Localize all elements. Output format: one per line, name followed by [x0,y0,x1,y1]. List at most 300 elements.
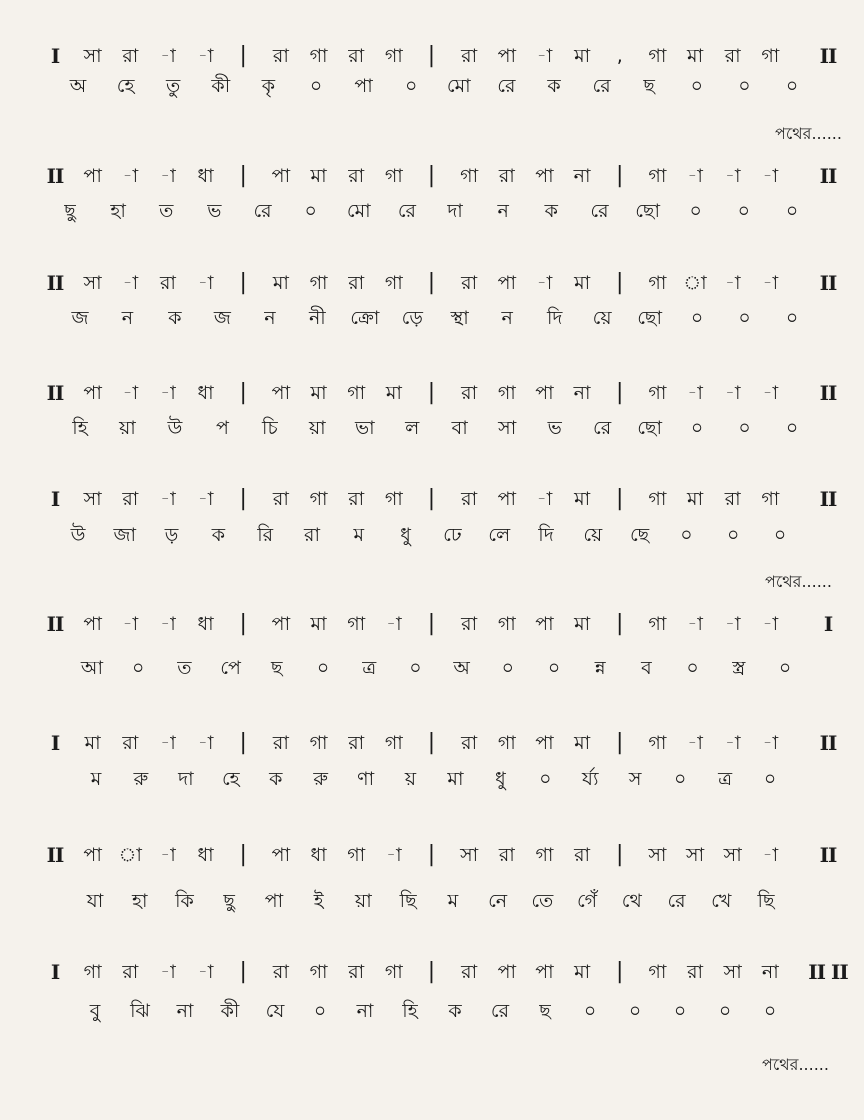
swara-note: -া [762,613,779,635]
swara-note: রা [687,961,704,983]
swara-note: পা [535,732,554,754]
bar-line: | [427,611,436,636]
swara-note: -া [536,272,553,294]
lyric-syllable: ০ [763,768,777,790]
lyric-syllable: ম [447,890,459,912]
lyric-syllable: কৃ [261,75,276,97]
swara-note: রা [348,961,365,983]
swara-note: -া [687,165,703,187]
lyric-line [0,71,864,101]
swara-note: মা [84,732,101,754]
swara-note: পা [83,382,102,404]
notation-line [0,161,864,191]
bar-line: | [239,43,247,68]
bar-line: | [239,611,247,636]
section-mark: II [46,271,64,295]
lyric-syllable: স্ত্র [732,657,746,679]
lyric-syllable: না [356,1000,374,1022]
swara-note: গা [83,961,102,983]
bar-line: | [616,380,624,405]
swara-note: পা [535,165,554,187]
swara-note: রা [348,165,365,187]
swara-note: -া [122,382,139,404]
swara-note: রা [272,45,289,67]
notation-line [0,728,864,758]
swara-note: -া [197,732,214,754]
bar-line: | [616,959,624,984]
lyric-syllable: ছু [223,890,235,912]
lyric-syllable: ০ [690,417,704,439]
lyric-syllable: ০ [738,75,751,97]
lyric-syllable: ত [177,657,192,679]
bar-line: | [239,270,247,295]
lyric-syllable: ০ [690,307,704,329]
swara-note: পা [535,961,554,983]
swara-note: পা [497,961,517,983]
swara-note: রা [724,45,741,67]
swara-note: গা [648,613,667,635]
swara-note: গা [384,961,403,983]
lyric-syllable: ভ [207,200,222,222]
lyric-syllable: ভ [547,417,562,439]
lyric-syllable: দা [178,768,194,790]
lyric-syllable: ০ [309,75,323,97]
notation-line [0,484,864,514]
swara-note: সা [648,844,667,866]
notation-line [0,268,864,298]
lyric-line [0,303,864,333]
swara-note: পা [271,613,291,635]
bar-line: | [427,959,436,984]
swara-note: গা [347,382,366,404]
swara-note: গা [497,613,516,635]
lyric-line [0,520,864,550]
bar-line: | [239,380,247,405]
notation-line [0,957,864,987]
swara-note: রা [159,272,176,294]
swara-note: না [573,382,591,404]
lyric-syllable: ম [353,524,365,546]
swara-note: রা [461,488,478,510]
lyric-syllable: রে [592,75,611,97]
swara-note: সা [83,272,102,294]
swara-note: মা [574,488,591,510]
lyric-syllable: ক [448,1000,462,1022]
swara-note: মা [574,45,591,67]
swara-note: গা [347,613,366,635]
lyric-syllable: তু [166,75,181,97]
swara-note: -া [160,732,176,754]
lyric-line [0,196,864,226]
swara-note: রা [272,488,289,510]
lyric-syllable: না [176,1000,194,1022]
swara-note: মা [574,272,591,294]
lyric-syllable: ০ [763,1000,777,1022]
swara-note: সা [723,844,742,866]
section-mark: II [819,44,837,68]
swara-note: গা [309,45,328,67]
swara-note: -া [536,45,553,67]
notation-line [0,41,864,71]
lyric-syllable: ০ [316,657,330,679]
swara-note: রা [122,45,139,67]
lyric-syllable: খে [711,890,732,912]
swara-note: গা [384,45,403,67]
lyric-syllable: হি [402,1000,418,1022]
lyric-syllable: আ [80,657,104,679]
lyric-syllable: জ [213,307,231,329]
swara-note: গা [648,488,667,510]
section-mark: II [46,381,64,405]
swara-note: মা [574,961,591,983]
lyric-syllable: ঢে [443,524,462,546]
lyric-syllable: রা [304,524,320,546]
lyric-syllable: ০ [737,200,751,222]
swara-note: না [573,165,591,187]
lyric-syllable: ন [497,200,509,222]
swara-note: -া [160,382,176,404]
lyric-syllable: গেঁ [576,890,598,912]
swara-note: -া [386,613,402,635]
lyric-syllable: দি [546,307,563,329]
lyric-line [0,653,864,683]
lyric-syllable: হা [131,890,148,912]
lyric-syllable: ০ [628,1000,642,1022]
swara-note: গা [384,732,403,754]
swara-note: মা [574,732,591,754]
lyric-syllable: লে [488,524,511,546]
swara-note: পা [535,613,554,635]
section-mark: I [823,612,833,636]
lyric-syllable: পা [354,75,373,97]
bar-line: | [427,163,436,188]
swara-note: গা [761,488,780,510]
lyric-syllable: ই [313,890,324,912]
lyric-syllable: রি [257,524,274,546]
swara-note: রা [272,961,289,983]
lyric-syllable: জ [71,307,89,329]
swara-note: মা [574,613,591,635]
section-mark: II [819,164,837,188]
refrain-cue: পথের...... [762,1055,829,1074]
swara-note: -া [724,165,741,187]
lyric-syllable: ছ [271,657,283,679]
bar-line: | [616,730,624,755]
swara-note: গা [648,382,667,404]
swara-note: রা [724,488,741,510]
lyric-syllable: য়া [355,890,372,912]
section-mark: I [50,731,60,755]
lyric-syllable: ছো [637,307,662,329]
swara-note: গা [347,844,366,866]
lyric-syllable: য়ে [592,307,612,329]
lyric-syllable: রু [133,768,149,790]
lyric-syllable: মো [446,75,471,97]
swara-note: পা [83,844,102,866]
swara-note: মা [272,272,289,294]
lyric-syllable: দা [447,200,463,222]
lyric-syllable: রে [497,75,516,97]
lyric-syllable: উ [70,524,86,546]
swara-note: -া [122,272,139,294]
swara-note: পা [535,382,554,404]
lyric-syllable: ০ [313,1000,327,1022]
lyric-syllable: ০ [738,307,751,329]
swara-note: পা [497,272,517,294]
swara-note: মা [310,382,327,404]
bar-line: | [427,730,436,755]
lyric-syllable: ক [269,768,283,790]
swara-note: -া [160,844,176,866]
swara-note: -া [197,961,214,983]
lyric-syllable: ০ [539,768,552,790]
swara-note: মা [310,165,327,187]
swara-note: -া [724,272,741,294]
swara-note: -া [160,488,176,510]
lyric-syllable: মো [346,200,371,222]
lyric-syllable: রে [397,200,417,222]
swara-note: গা [535,844,554,866]
swara-note: পা [497,488,517,510]
swara-note: গা [648,45,667,67]
swara-note: গা [648,165,667,187]
section-mark: II [819,381,837,405]
swara-note: -া [762,382,779,404]
bar-line: | [427,270,436,295]
lyric-syllable: ড়ে [401,307,423,329]
lyric-syllable: ০ [785,307,799,329]
lyric-syllable: ০ [785,200,799,222]
swara-note: -া [724,732,741,754]
lyric-syllable: ০ [718,1000,732,1022]
lyric-syllable: হে [221,768,240,790]
section-mark: II [819,487,837,511]
lyric-syllable: ছি [399,890,417,912]
lyric-syllable: ত্র [718,768,733,790]
swara-note: পা [271,382,291,404]
notation-line [0,840,864,870]
swara-note: গা [309,488,328,510]
swara-note: রা [498,165,515,187]
bar-line: | [616,270,624,295]
lyric-syllable: ০ [690,75,703,97]
bar-line: | [427,486,436,511]
lyric-syllable: পা [264,890,284,912]
swara-note: -া [197,488,214,510]
bar-line: | [239,163,247,188]
swara-note: -া [160,961,176,983]
swara-note: -া [762,844,779,866]
lyric-syllable: ০ [132,657,145,679]
lyric-syllable: ০ [583,1000,597,1022]
swara-note: -া [687,732,703,754]
swara-note: -া [762,272,779,294]
swara-note: -া [687,382,703,404]
lyric-syllable: ন [121,307,134,329]
swara-note: রা [122,732,139,754]
bar-line: | [616,163,624,188]
swara-note: , [616,45,623,67]
lyric-syllable: ছ [539,1000,551,1022]
swara-note: রা [122,488,139,510]
swara-note: রা [461,732,478,754]
lyric-syllable: ০ [686,657,699,679]
lyric-syllable: ক [211,524,226,546]
section-mark: II [819,731,837,755]
bar-line: | [616,842,624,867]
swara-note: গা [648,272,667,294]
lyric-syllable: রু [313,768,328,790]
swara-note: মা [310,613,327,635]
swara-note: -া [386,844,402,866]
lyric-syllable: য়া [308,417,326,439]
swara-note: গা [761,45,780,67]
bar-line: | [427,842,436,867]
swara-note: রা [461,961,478,983]
swara-note: মা [385,382,402,404]
lyric-syllable: ০ [727,524,740,546]
swara-note: া [118,844,142,866]
swara-note: পা [271,844,291,866]
lyric-syllable: স্থা [450,307,469,329]
lyric-syllable: রে [593,417,612,439]
swara-note: সা [83,45,102,67]
lyric-syllable: ০ [785,75,799,97]
lyric-syllable: কি [175,890,194,912]
lyric-syllable: ল [405,417,420,439]
lyric-syllable: ড় [164,524,179,546]
lyric-syllable: ০ [501,657,514,679]
swara-note: রা [498,844,515,866]
refrain-cue: পথের...... [775,124,842,143]
lyric-syllable: জা [113,524,137,546]
bar-line: | [616,611,624,636]
lyric-syllable: ০ [738,417,751,439]
swara-note: ধা [197,382,214,404]
lyric-syllable: বু [89,1000,101,1022]
swara-note: গা [309,272,328,294]
swara-note: -া [762,165,779,187]
lyric-syllable: ধু [400,524,411,546]
lyric-syllable: কী [211,75,231,97]
swara-note: -া [122,165,139,187]
bar-line: | [427,43,436,68]
lyric-syllable: নে [488,890,508,912]
swara-note: সা [723,961,742,983]
lyric-syllable: ন [264,307,276,329]
swara-note: -া [122,613,139,635]
swara-note: রা [272,732,289,754]
lyric-syllable: ন্ন [594,657,606,679]
lyric-syllable: ছ [643,75,655,97]
swara-note: রা [461,613,478,635]
lyric-syllable: হে [116,75,135,97]
lyric-syllable: ক [168,307,182,329]
swara-note: া [683,272,707,294]
lyric-syllable: বা [451,417,468,439]
swara-note: মা [687,488,704,510]
swara-note: গা [648,732,667,754]
lyric-line [0,413,864,443]
lyric-syllable: ণা [357,768,375,790]
lyric-syllable: য়ে [583,524,603,546]
lyric-syllable: অ [453,657,470,679]
section-mark: II [46,164,64,188]
lyric-syllable: হি [72,417,88,439]
swara-note: -া [724,613,741,635]
swara-note: গা [384,488,403,510]
swara-note: -া [197,45,214,67]
swara-note: সা [686,844,705,866]
swara-note: ধা [310,844,327,866]
swara-note: রা [461,382,478,404]
swara-note: গা [497,382,516,404]
section-mark: II [46,843,64,867]
bar-line: | [427,380,436,405]
lyric-syllable: ০ [785,417,799,439]
lyric-syllable: ছে [629,524,650,546]
bar-line: | [239,730,247,755]
lyric-syllable: ০ [405,75,418,97]
swara-note: পা [83,165,102,187]
lyric-syllable: রে [490,1000,510,1022]
swara-note: -া [762,732,779,754]
lyric-syllable: য়া [119,417,136,439]
swara-note: পা [497,45,517,67]
swara-note: গা [309,732,328,754]
swara-note: -া [536,488,553,510]
lyric-line [0,886,864,916]
lyric-syllable: ধু [495,768,506,790]
swara-note: গা [384,165,403,187]
lyric-syllable: যে [265,1000,285,1022]
lyric-syllable: হা [110,200,126,222]
section-mark: II II [808,960,848,984]
section-mark: I [50,960,60,984]
swara-note: রা [348,732,365,754]
swara-note: -া [724,382,741,404]
swara-note: পা [271,165,291,187]
swara-note: রা [348,272,365,294]
lyric-syllable: ০ [680,524,693,546]
swara-note: না [761,961,779,983]
bar-line: | [616,486,624,511]
swara-note: ধা [197,613,214,635]
lyric-syllable: যা [86,890,104,912]
swara-note: -া [160,45,176,67]
lyric-syllable: ব [641,657,652,679]
lyric-syllable: ০ [673,1000,687,1022]
lyric-syllable: ছো [635,200,660,222]
swara-note: রা [461,45,478,67]
lyric-syllable: ক্রো [350,307,380,329]
lyric-syllable: ক [544,200,558,222]
swara-note: -া [197,272,214,294]
lyric-syllable: ভা [354,417,375,439]
lyric-syllable: নী [308,307,326,329]
swara-note: ধা [197,844,214,866]
lyric-syllable: ত্র [362,657,377,679]
lyric-line [0,764,864,794]
lyric-syllable: প [215,417,229,439]
swara-note: ধা [197,165,214,187]
lyric-syllable: কী [220,1000,240,1022]
swara-note: গা [648,961,667,983]
lyric-syllable: ত [159,200,174,222]
lyric-syllable: ০ [689,200,702,222]
lyric-syllable: ম [90,768,102,790]
swara-note: -া [687,613,703,635]
